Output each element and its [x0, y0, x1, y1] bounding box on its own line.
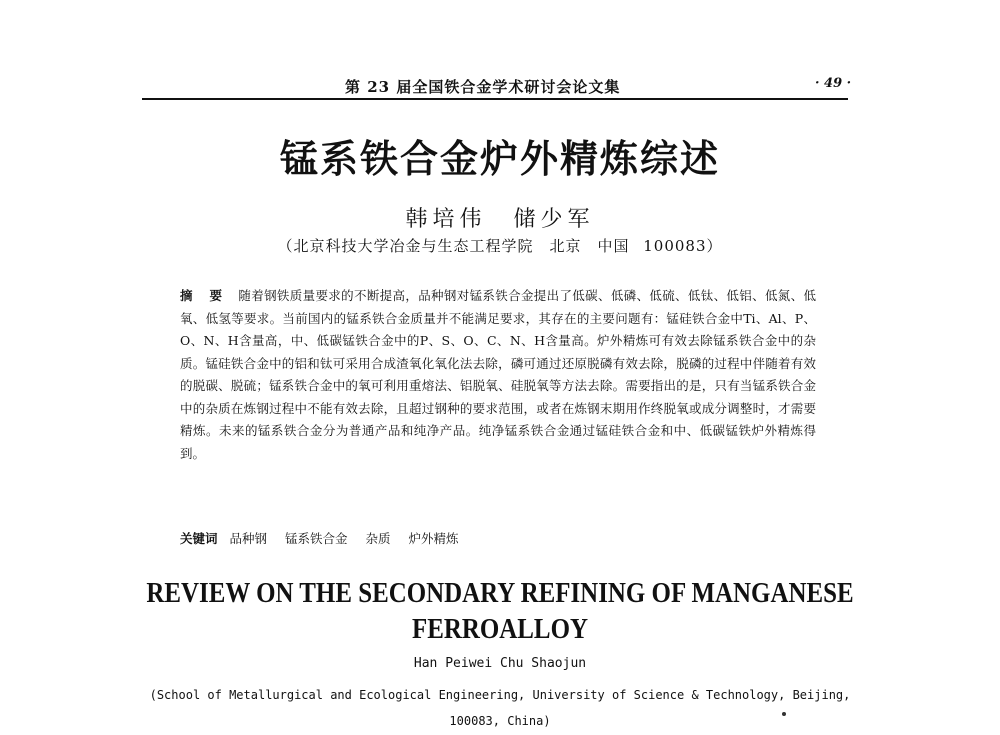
abstract-text: 随着钢铁质量要求的不断提高，品种钢对锰系铁合金提出了低碳、低磷、低硫、低钛、低铝、低氮、低氧、低氢等要求。当前国内的锰系铁合金质量并不能满足要求，其存在的主要问题有：锰硅铁合金中Ti、Al、P、O、N、H含量高，中、低碳锰铁合金中的P、S、O、C、N、H含量高。炉外精炼可有效去除锰系铁合金中的杂质。锰硅铁合金中的铝和钛可采用合成渣氧化氧化法去除，磷可通过还原脱磷有效去除，脱磷的过程中伴随着有效的脱碳、脱硫；锰系铁合金中的氧可利用重熔法、铝脱氧、硅脱氧等方法去除。需要指出的是，只有当锰系铁合金中的杂质在炼钢过程中不能有效去除，且超过钢种的要求范围，或者在炼钢末期用作终脱氧或成分调整时，才需要精炼。未来的锰系铁合金分为普通产品和纯净产品。纯净锰系铁合金通过锰硅铁合金和中、低碳锰铁炉外精炼得到。 [180, 288, 816, 461]
header-rule [142, 98, 848, 100]
english-authors: Han Peiwei Chu Shaojun [413, 656, 587, 671]
keyword: 杂质 [365, 531, 391, 546]
english-title: REVIEW ON THE SECONDARY REFINING OF MANGANESE FERROALLOY [146, 577, 854, 645]
scan-speck [782, 712, 786, 716]
chinese-authors: 韩培伟 储少军 [405, 207, 595, 232]
chinese-title: 锰系铁合金炉外精炼综述 [279, 137, 720, 181]
keyword: 品种钢 [229, 531, 268, 546]
running-header: 第 23 届全国铁合金学术研讨会论文集 [345, 78, 621, 96]
abstract [180, 285, 816, 465]
keywords [180, 529, 473, 547]
keyword: 锰系铁合金 [285, 531, 348, 546]
page-number: · 49 · [815, 76, 852, 91]
abstract-label: 摘 要 [180, 288, 229, 303]
keyword: 炉外精炼 [408, 531, 459, 546]
keywords-label: 关键词 [180, 531, 218, 546]
english-affiliation: (School of Metallurgical and Ecological Engineering, University of Science & Technology, Beijing, 100083, China) [149, 688, 851, 728]
chinese-affiliation: （北京科技大学冶金与生态工程学院 北京 中国 100083） [277, 237, 723, 255]
